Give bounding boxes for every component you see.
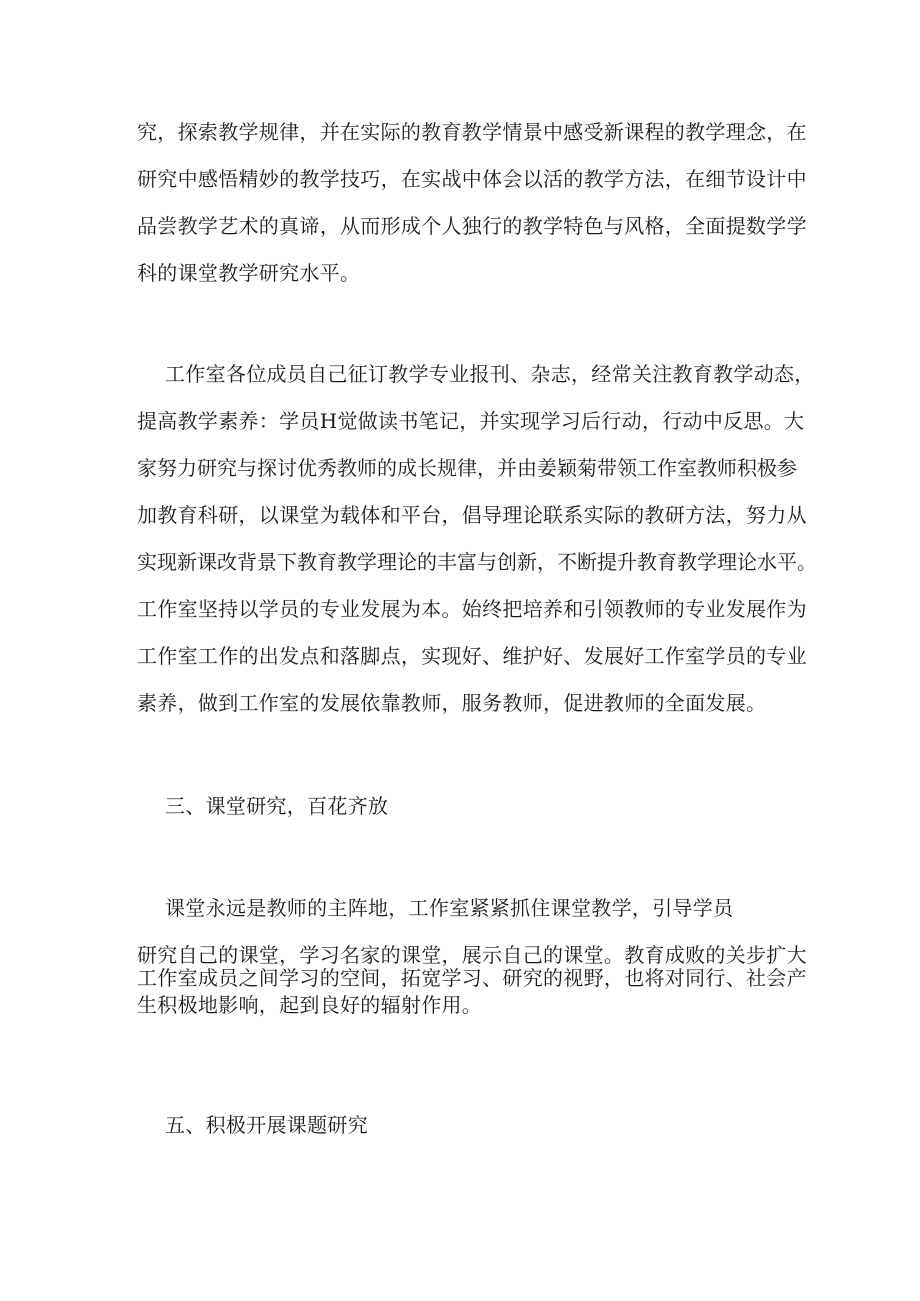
- paragraph-2-line-6: 工作室坚持以学员的专业发展为本。始终把培养和引领教师的专业发展作为: [137, 597, 807, 621]
- paragraph-2-line-4: 加教育科研，以课堂为载体和平台，倡导理论联系实际的教研方法，努力从: [137, 503, 807, 527]
- paragraph-3-line-4: 生积极地影响，起到良好的辐射作用。: [137, 993, 483, 1017]
- paragraph-3-line-1: 课堂永远是教师的主阵地，工作室紧紧抓住课堂教学，引导学员: [165, 896, 734, 920]
- paragraph-3-line-3: 工作室成员之间学习的空间，拓宽学习、研究的视野，也将对同行、社会产: [137, 966, 807, 990]
- paragraph-1-line-3: 品尝教学艺术的真谛，从而形成个人独行的教学特色与风格，全面提数学学: [137, 214, 807, 238]
- paragraph-2-line-5: 实现新课改背景下教育教学理论的丰富与创新，不断提升教育教学理论水平。: [137, 550, 817, 574]
- paragraph-2-line-3: 家努力研究与探讨优秀教师的成长规律，并由姜颖菊带领工作室教师积极参: [137, 456, 797, 480]
- paragraph-1-line-1: 究，探索教学规律，并在实际的教育教学情景中感受新课程的教学理念，在: [137, 120, 807, 144]
- paragraph-1-line-4: 科的课堂教学研究水平。: [137, 261, 361, 285]
- paragraph-3-line-2: 研究自己的课堂，学习名家的课堂，展示自己的课堂。教育成败的关步扩大: [137, 943, 807, 967]
- paragraph-2-line-8: 素养，做到工作室的发展依靠教师，服务教师，促进教师的全面发展。: [137, 691, 767, 715]
- paragraph-2-line-7: 工作室工作的出发点和落脚点，实现好、维护好、发展好工作室学员的专业: [137, 644, 807, 668]
- paragraph-2-line-1: 工作室各位成员自己征订教学专业报刊、杂志，经常关注教育教学动态，: [165, 362, 815, 386]
- section-heading-5: 五、积极开展课题研究: [165, 1113, 368, 1137]
- paragraph-2-line-2: 提高教学素养：学员H觉做读书笔记，并实现学习后行动，行动中反思。大: [137, 409, 805, 433]
- section-heading-3: 三、课堂研究，百花齐放: [165, 794, 389, 818]
- paragraph-1-line-2: 研究中感悟精妙的教学技巧，在实战中体会以活的教学方法，在细节设计中: [137, 167, 807, 191]
